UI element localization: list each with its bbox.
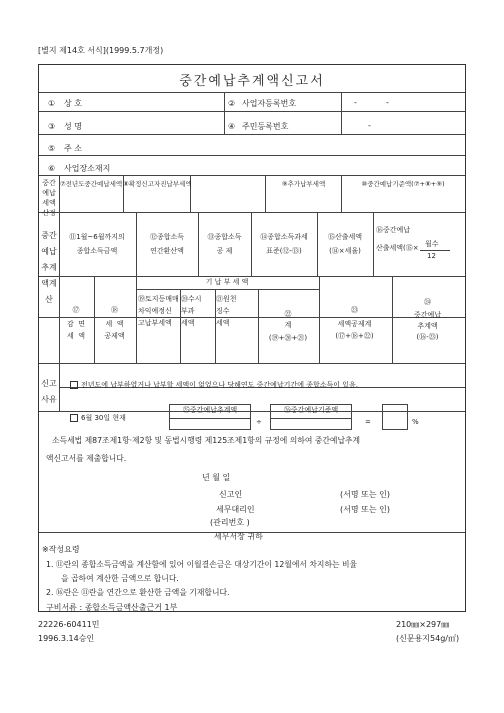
name-field[interactable] <box>150 94 220 110</box>
address-label: 주 소 <box>64 144 82 153</box>
prepaid-side-label: 중간예납세액산정 <box>42 179 56 217</box>
ratio-div: ÷ <box>256 418 262 426</box>
row2-c6-no: ㉒ <box>284 310 292 318</box>
reason1-checkbox[interactable] <box>70 381 78 389</box>
decl-agent-sign: (서명 또는 인) <box>340 505 390 514</box>
note1b: 을 곱하여 계산한 금액으로 합니다. <box>61 574 179 583</box>
est-c4a: ⑭종합소득과세 <box>260 233 308 241</box>
reason2-checkbox[interactable] <box>70 414 78 422</box>
prepaid-col3: ⑨추가납부세액 <box>281 180 326 188</box>
row2-c6b: (⑲+⑳+㉑) <box>268 334 308 342</box>
form-number: [별지 제14호 서식](1999.5.7개정) <box>38 46 164 55</box>
est-c1b: 종합소득금액 <box>76 247 118 255</box>
note2: 2. ⑯란은 ⑪란을 연간으로 환산한 금액을 기재합니다. <box>46 588 230 597</box>
footer-left1: 22226-60411민 <box>38 620 100 629</box>
reason1-text: 전년도에 납부하였거나 납부할 세액이 없었으나 당해연도 중간예납기간에 종합소득이 있음. <box>81 381 358 389</box>
decl-text2: 액신고서를 제출합니다. <box>46 454 127 463</box>
note1a: 1. ⑪란의 종합소득금액을 계산함에 있어 이월결손금은 대상기간이 12월에서 차지하는 비율 <box>46 560 358 569</box>
prepaid-col2: ⑧확정신고자진납부세액 <box>123 180 192 188</box>
est-c5a: ⑮산출세액 <box>327 233 363 241</box>
footer-left2: 1996.3.14승인 <box>38 634 95 643</box>
row2-c8: 중간예납 추계액 (⑯-㉓) <box>413 311 442 341</box>
reason2-row <box>70 414 126 422</box>
reason-side-label: 신고사유 <box>41 379 57 404</box>
row2-c1: 감 면 세 액 <box>67 320 85 340</box>
ratio-box2-label: ㉖중간예납기준액 <box>283 406 339 414</box>
decl-to: 세무서장 귀하 <box>214 532 263 541</box>
no2: ② <box>228 99 236 108</box>
row2-c2-no: ⑱ <box>111 306 118 314</box>
est-c4b: 표준(⑫-⑬) <box>266 247 302 255</box>
notes-title: ※작성요령 <box>42 545 80 554</box>
row2-c3: ⑲토지등매매 차익예정신 고납부세액 <box>138 295 179 327</box>
decl-mgmt: (관리번호 ) <box>210 518 250 527</box>
ratio-box2-line <box>270 418 352 419</box>
ratio-box1-line <box>169 418 251 419</box>
estimate-side-label: 중간예납추계액계산 <box>41 231 57 304</box>
row2-c8-no: ㉔ <box>424 298 431 306</box>
biz-no-dash1: - <box>354 98 357 107</box>
workplace-field[interactable] <box>150 158 460 174</box>
est-c5b: (⑭×세율) <box>329 247 361 255</box>
name-label: 상 호 <box>64 99 82 108</box>
est-c6b: 산출세액(⑮× <box>376 244 419 252</box>
row2-c5: ㉑원천 징수 세액 <box>216 295 237 327</box>
no6: ⑥ <box>48 164 56 173</box>
est-c2b: 연간환산액 <box>150 247 184 255</box>
reason2-text: 6월 30일 현재 <box>81 414 126 422</box>
address-field[interactable] <box>150 138 460 154</box>
resident-no-dash: - <box>368 121 371 130</box>
est-c3a: ⑬종합소득 <box>207 233 242 241</box>
decl-date: 년 월 일 <box>202 473 231 482</box>
biz-no-dash2: - <box>386 98 389 107</box>
no1: ① <box>48 99 56 108</box>
ratio-box1-label: ㉕중간예납추계액 <box>182 406 238 414</box>
row2-c6a: 계 <box>284 321 292 329</box>
row2-c4: ⑳수시 부과 세액 <box>181 295 202 327</box>
reason1-row <box>70 381 358 389</box>
notes-docs: 구비서류 : 종합소득금액산출근거 1부 <box>46 603 178 612</box>
decl-reporter-sign: (서명 또는 인) <box>340 490 390 499</box>
est-frac-line <box>420 250 450 251</box>
footer-right2: (신문용지54g/㎡) <box>396 634 460 643</box>
est-c2a: ⑫종합소득 <box>149 233 185 241</box>
est-c6a: ⑯중간예납 <box>376 226 411 234</box>
row2-c1-no: ⑰ <box>72 306 80 314</box>
no4: ④ <box>228 122 236 131</box>
prepaid-col1: ⑦전년도중간예납세액 <box>59 180 123 188</box>
row2-c7-no: ㉓ <box>351 306 358 314</box>
ratio-result-box[interactable] <box>382 404 408 430</box>
footer-right1: 210㎜×297㎜ <box>396 620 450 629</box>
resident-no-label: 주민등록번호 <box>242 122 289 131</box>
est-c1a: ⑪1월~6월까지의 <box>69 233 125 241</box>
ratio-eq: = <box>365 418 371 426</box>
workplace-label: 사업장소재지 <box>64 164 111 173</box>
decl-agent: 세무대리인 <box>216 505 255 514</box>
no3: ③ <box>48 122 56 131</box>
no5: ⑤ <box>48 144 56 153</box>
prepaid-col4: ⑩중간예납기준액(⑦+⑧+⑨) <box>361 180 445 188</box>
resident-no-field[interactable] <box>342 116 462 132</box>
biz-no-label: 사업자등록번호 <box>242 99 297 108</box>
decl-reporter: 신고인 <box>219 490 243 499</box>
decl-text1: 소득세법 제87조제1항·제2항 및 동법시행령 제125조제1항의 규정에 의하여 중간예납추계 <box>52 436 361 445</box>
row2-c2: 세 액 공제액 <box>104 320 125 340</box>
biz-no-field[interactable] <box>342 94 462 110</box>
est-frac-den: 12 <box>427 252 436 260</box>
row2-c7: 세액공제계 (⑰+⑱+㉒) <box>335 320 374 340</box>
ratio-pct: % <box>412 418 419 426</box>
form-title: 중간예납추계액신고서 <box>179 74 325 89</box>
est-c3b: 공 제 <box>216 247 233 255</box>
person-label: 성 명 <box>64 122 82 131</box>
paid-header: 기 납 부 세 액 <box>205 278 249 286</box>
person-field[interactable] <box>150 116 220 132</box>
est-frac-num: 월수 <box>425 240 439 248</box>
